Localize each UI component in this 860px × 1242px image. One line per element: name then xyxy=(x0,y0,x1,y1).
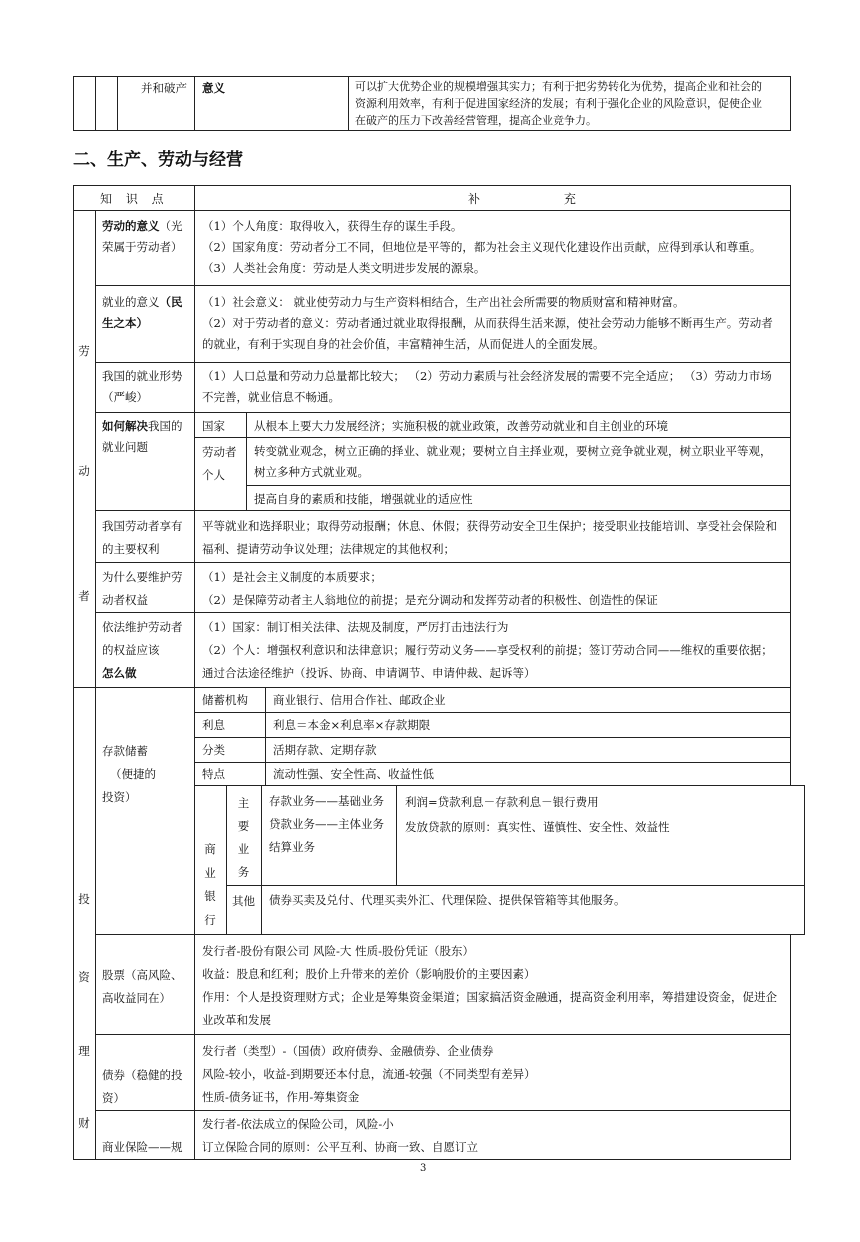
deposit-key-3: 分类 xyxy=(202,743,225,757)
labor-row-5-label: 我国劳动者享有 的主要权利 xyxy=(102,519,183,556)
insurance-label: 商业保险——规 xyxy=(102,1140,183,1154)
insurance-content: 发行者-依法成立的保险公司，风险-小 订立保险合同的原则：公平互利、协商一致、自愿订立 xyxy=(202,1117,478,1154)
labor-row-2-label: 就业的意义（民 生之本） xyxy=(102,295,183,330)
labor-row-4-sub-1-who: 国家 xyxy=(202,419,225,433)
group-labor-char-3: 者 xyxy=(78,589,90,603)
group-invest-char-3: 理 xyxy=(78,1044,90,1058)
bank-main-label: 主 要 业 务 xyxy=(237,796,250,879)
labor-row-1-label: 劳动的意义（光 荣属于劳动者） xyxy=(102,219,183,254)
bonds-label: 债券（稳健的投 资） xyxy=(102,1068,183,1105)
group-invest-char-1: 投 xyxy=(78,892,90,906)
bank-main-items: 存款业务——基础业务 贷款业务——主体业务 结算业务 xyxy=(269,794,384,854)
page-number: 3 xyxy=(420,1163,427,1174)
top-row-label: 意义 xyxy=(202,81,225,95)
labor-row-4-label: 如何解决我国的 就业问题 xyxy=(102,419,183,454)
top-col-label: 并和破产 xyxy=(141,81,187,95)
labor-row-7-label: 依法维护劳动者 的权益应该 怎么做 xyxy=(102,620,183,680)
deposit-value-3: 活期存款、定期存款 xyxy=(273,743,377,757)
labor-row-4-sub-2-who: 劳动者 个人 xyxy=(202,445,237,482)
labor-row-7-content: （1）国家：制订相关法律、法规及制度，严厉打击违法行为 （2）个人：增强权利意识和法律意识；履行劳动义务——享受权利的前提；签订劳动合同——维权的重要依据； 通过合法途径维护（投诉、协商、申请调节、申请仲裁、起诉等） xyxy=(202,620,773,680)
group-labor-char-1: 劳 xyxy=(78,344,90,358)
labor-row-4-sub-1-content: 从根本上要大力发展经济；实施积极的就业政策，改善劳动就业和自主创业的环境 xyxy=(254,419,668,433)
bank-other-value: 债券买卖及兑付、代理买卖外汇、代理保险、提供保管箱等其他服务。 xyxy=(269,893,626,907)
bank-label: 商 业 银 行 xyxy=(204,842,216,927)
stocks-content: 发行者-股份有限公司 风险-大 性质-股份凭证（股东） 收益：股息和红利；股价上升带来的差价（影响股价的主要因素） 作用：个人是投资理财方式；企业是筹集资金渠道；国家搞活资金融通，提高资金利用率，筹措建设资金，促进企 业改革和发展 xyxy=(202,944,777,1027)
header-knowledge: 知 识 点 xyxy=(100,192,164,206)
labor-row-5-content: 平等就业和选择职业；取得劳动报酬；休息、休假；获得劳动安全卫生保护；接受职业技能培训、享受社会保险和 福利、提请劳动争议处理；法律规定的其他权利； xyxy=(202,519,777,556)
deposit-key-1: 储蓄机构 xyxy=(202,693,248,707)
section-title: 二、生产、劳动与经营 xyxy=(73,150,243,170)
top-content: 可以扩大优势企业的规模增强其实力；有利于把劣势转化为优势，提高企业和社会的 资源利用效率，有利于促进国家经济的发展；有利于强化企业的风险意识，促使企业 在破产的压力下改善经营管理，提高企业竞争力。 xyxy=(355,80,762,127)
labor-row-3-label: 我国的就业形势 （严峻） xyxy=(102,369,183,404)
stocks-label: 股票（高风险、 高收益同在） xyxy=(102,968,183,1005)
labor-row-4-sub-3-content: 提高自身的素质和技能，增强就业的适应性 xyxy=(254,492,473,506)
group-invest-char-4: 财 xyxy=(78,1116,90,1130)
header-supplement: 补 充 xyxy=(468,192,576,206)
bonds-content: 发行者（类型）-（国债）政府债券、金融债券、企业债券 风险-较小，收益-到期要还本付息，流通-较强（不同类型有差异） 性质-债务证书，作用-筹集资金 xyxy=(202,1044,536,1104)
labor-row-6-content: （1）是社会主义制度的本质要求； （2）是保障劳动者主人翁地位的前提；是充分调动和发挥劳动者的积极性、创造性的保证 xyxy=(202,570,658,607)
group-labor-char-2: 动 xyxy=(78,464,90,478)
labor-row-6-label: 为什么要维护劳 动者权益 xyxy=(102,570,183,607)
labor-row-4-sub-2-content: 转变就业观念，树立正确的择业、就业观；要树立自主择业观，要树立竞争就业观，树立职业平等观， 树立多种方式就业观。 xyxy=(254,444,772,479)
labor-row-3-content: （1）人口总量和劳动力总量都比较大； （2）劳动力素质与社会经济发展的需要不完全适应； （3）劳动力市场 不完善，就业信息不畅通。 xyxy=(202,369,772,404)
deposit-key-4: 特点 xyxy=(202,767,225,781)
bank-other-label: 其他 xyxy=(232,894,255,908)
labor-row-2-content: （1）社会意义： 就业使劳动力与生产资料相结合，生产出社会所需要的物质财富和精神财富。 （2）对于劳动者的意义：劳动者通过就业取得报酬，从而获得生活来源，使社会劳动力能够不断再生产。劳动者 的就业，有利于实现自身的社会价值，丰富精神生活，从而促进人的全面发展。 xyxy=(202,295,773,351)
deposit-value-4: 流动性强、安全性高、收益性低 xyxy=(273,767,434,781)
bank-main-notes: 利润=贷款利息－存款利息－银行费用 发放贷款的原则：真实性、谨慎性、安全性、效益性 xyxy=(405,795,670,834)
group-invest-char-2: 资 xyxy=(78,970,90,984)
deposit-value-1: 商业银行、信用合作社、邮政企业 xyxy=(273,693,446,707)
labor-row-1-content: （1）个人角度：取得收入，获得生存的谋生手段。 （2）国家角度：劳动者分工不同，但地位是平等的，都为社会主义现代化建设作出贡献，应得到承认和尊重。 （3）人类社会角度：劳动是人类文明进步发展的源泉。 xyxy=(202,219,762,275)
deposit-value-2: 利息＝本金×利息率×存款期限 xyxy=(273,718,431,732)
deposit-key-2: 利息 xyxy=(202,718,225,732)
deposit-label: 存款储蓄 （便捷的 投资） xyxy=(102,744,156,804)
